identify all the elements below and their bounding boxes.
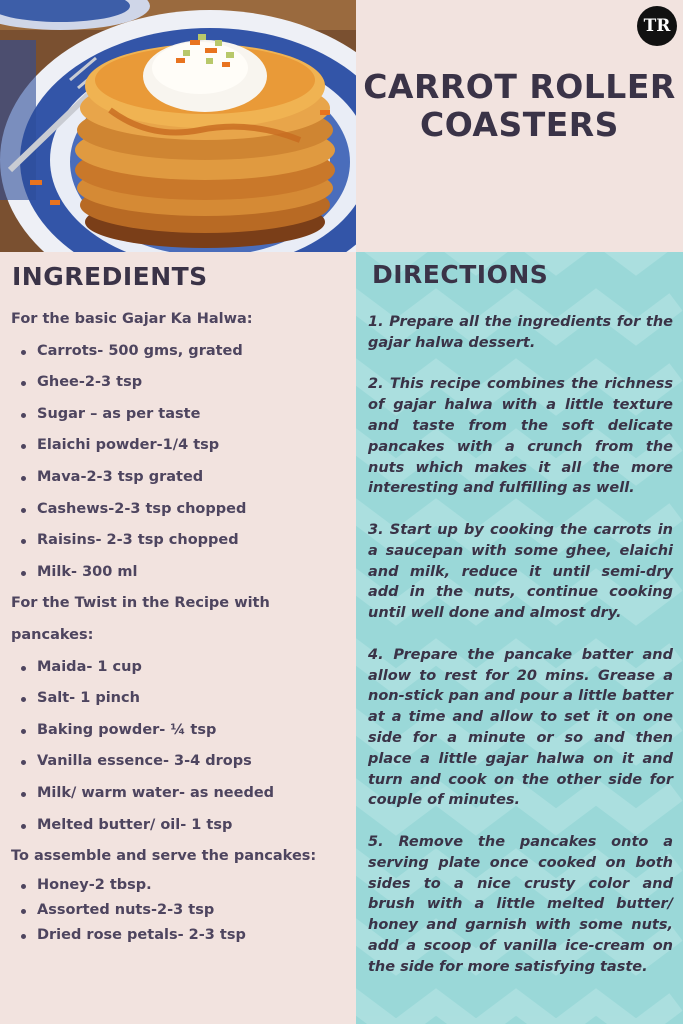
ingredient-item: Honey-2 tbsp. [11, 873, 352, 898]
ingredient-item: Raisins- 2-3 tsp chopped [11, 525, 352, 557]
directions-steps [368, 312, 673, 998]
ingredient-item: Ghee-2-3 tsp [11, 367, 352, 399]
ingredient-item: Mava-2-3 tsp grated [11, 462, 352, 494]
ingredient-section-label: To assemble and serve the pancakes: [11, 848, 317, 865]
title-panel [356, 0, 683, 252]
direction-step: 3. Start up by cooking the carrots in a saucepan with some ghee, elaichi and milk, reduce it until semi-dry add in the nuts, continue cooking until well done and almost dry. [368, 521, 673, 622]
ingredient-item: Milk- 300 ml [11, 557, 352, 589]
ingredient-section-label: For the basic Gajar Ka Halwa: [11, 311, 253, 327]
ingredients-heading: INGREDIENTS [12, 262, 208, 291]
directions-panel [356, 252, 683, 1024]
brand-logo: TR [637, 6, 677, 46]
ingredient-item: Baking powder- ¼ tsp [11, 715, 352, 747]
ingredient-item: Cashews-2-3 tsp chopped [11, 494, 352, 526]
chevron-stripe [356, 1002, 676, 1024]
ingredient-item: Melted butter/ oil- 1 tsp [11, 810, 352, 842]
directions-heading: DIRECTIONS [372, 260, 549, 289]
direction-step: 1. Prepare all the ingredients for the gajar halwa dessert. [368, 314, 673, 351]
ingredients-panel [0, 252, 356, 1024]
ingredient-item: Sugar – as per taste [11, 399, 352, 431]
recipe-title [356, 68, 683, 144]
ingredient-item: Salt- 1 pinch [11, 683, 352, 715]
ingredient-section-label: For the Twist in the Recipe with [11, 595, 270, 612]
direction-step: 5. Remove the pancakes onto a serving plate once cooked on both sides to a nice crusty color and brush with a little melted butter/ honey and garnish with some nuts, add a scoop of vanilla ice-cream on the side for more satisfying taste. [368, 833, 673, 975]
direction-step: 2. This recipe combines the richness of gajar halwa with a little texture and taste from the soft delicate pancakes with a crunch from the nuts which makes it all the more interesting and fulfilling as well. [368, 376, 673, 497]
direction-step: 4. Prepare the pancake batter and allow to rest for 20 mins. Grease a non-stick pan and pour a little batter at a time and allow to set it on one side for a minute or so and then place a little gajar halwa on it and turn and cook on the other side for couple of minutes. [368, 646, 673, 809]
recipe-title-line2: COASTERS [420, 105, 619, 144]
ingredients-list [11, 304, 352, 948]
ingredient-item: Carrots- 500 gms, grated [11, 336, 352, 368]
ingredient-item: Assorted nuts-2-3 tsp [11, 898, 352, 923]
ingredient-section-label: pancakes: [11, 626, 94, 643]
recipe-title-line1: CARROT ROLLER [363, 67, 676, 106]
pancake-stack-image [0, 0, 356, 252]
ingredient-item: Vanilla essence- 3-4 drops [11, 746, 352, 778]
ingredient-item: Dried rose petals- 2-3 tsp [11, 923, 352, 948]
pancake-photo [0, 0, 356, 252]
ingredient-item: Milk/ warm water- as needed [11, 778, 352, 810]
ingredient-item: Maida- 1 cup [11, 652, 352, 684]
ingredient-item: Elaichi powder-1/4 tsp [11, 430, 352, 462]
